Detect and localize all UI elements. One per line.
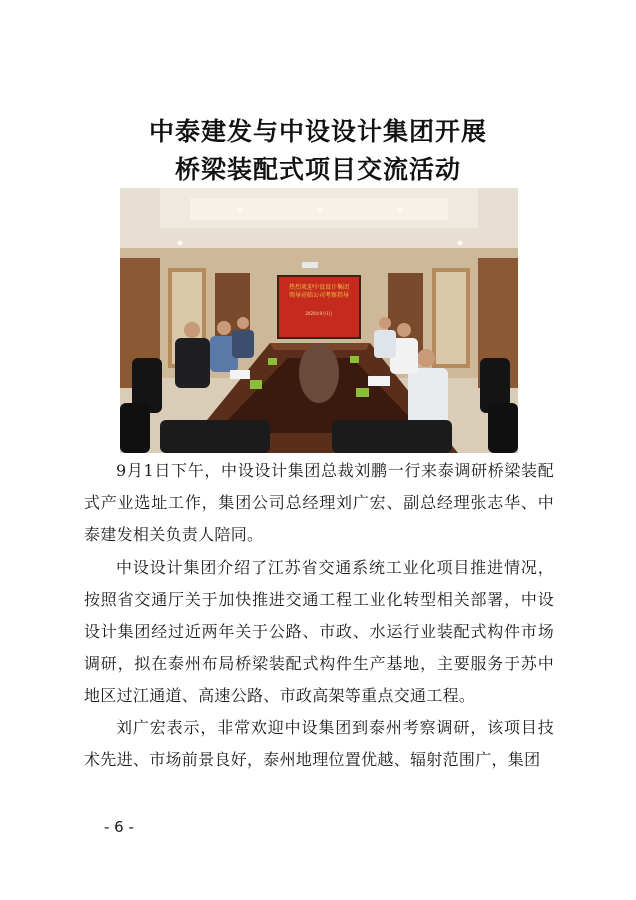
screen-line-1: 热烈欢迎中设设计集团 bbox=[288, 284, 349, 291]
screen-line-2: 领导莅临公司考察指导 bbox=[288, 292, 349, 299]
paragraph-1: 9月1日下午，中设设计集团总裁刘鹏一行来泰调研桥梁装配式产业选址工作，集团公司总经理刘广宏、副总经理张志华、中泰建发相关负责人陪同。 bbox=[84, 461, 554, 544]
meeting-room-illustration bbox=[120, 188, 518, 453]
paragraph-2: 中设设计集团介绍了江苏省交通系统工业化项目推进情况，按照省交通厅关于加快推进交通工程工业化转型相关部署，中设设计集团经过近两年关于公路、市政、水运行业装配式构件市场调研，拟在泰州布局桥梁装配式构件生产基地，主要服务于苏中地区过江通道、高速公路、市政高架等重点交通工程。 bbox=[84, 558, 554, 705]
document-title-line-2: 桥梁装配式项目交流活动 bbox=[174, 155, 461, 184]
document-title-line-1: 中泰建发与中设设计集团开展 bbox=[148, 117, 487, 146]
projection-screen-text bbox=[280, 284, 358, 318]
screen-date: 2020年9月1日 bbox=[305, 311, 333, 316]
paragraph-3: 刘广宏表示，非常欢迎中设集团到泰州考察调研，该项目技术先进、市场前景良好，泰州地理位置优越、辐射范围广，集团 bbox=[84, 718, 554, 769]
page-number: - 6 - bbox=[104, 818, 134, 836]
meeting-photo bbox=[120, 188, 518, 453]
